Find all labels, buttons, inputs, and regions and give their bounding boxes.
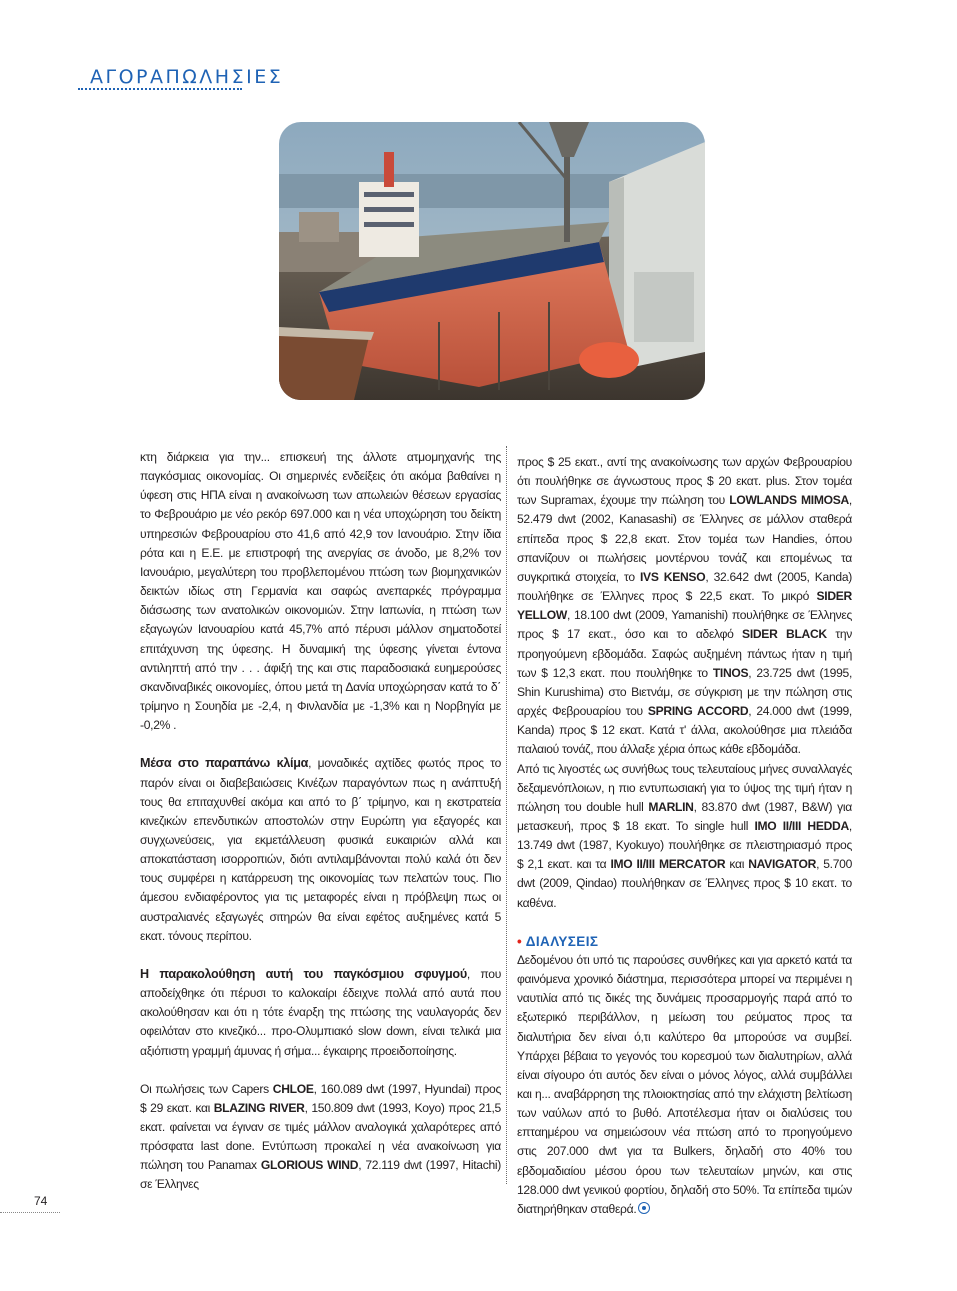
vessel-name: MARLIN [648, 799, 694, 814]
vessel-name: GLORIOUS WIND [260, 1158, 359, 1173]
vessel-name: IVS KENSO [640, 569, 706, 584]
vessel-name: NAVIGATOR [748, 857, 817, 872]
left-column [140, 448, 501, 1195]
ship-in-drydock-photo [279, 122, 705, 400]
page-number: 74 [34, 1194, 48, 1208]
paragraph-text: , 23.725 dwt (1995, Shin Kurushima) στο Βιετνάμ, σε σύγκριση με την πώληση στις αρχές Φεβρουαρίου του [517, 665, 853, 719]
lead-phrase: Μέσα στο παραπάνω κλίμα [140, 756, 309, 771]
left-paragraph-3 [140, 965, 501, 1061]
sub-heading-scrapping [517, 932, 852, 951]
vessel-name: IMO II/III HEDDA [754, 818, 849, 833]
column-divider [506, 446, 507, 1184]
paragraph-text: προς $ 25 εκατ., αντί της ανακοίνωσης των αρχών Φεβρουαρίου ότι πουλήθηκε σε άγνωστους προς $ 20 εκατ. plus. Στον τομέα των Supramax, έχουμε την πώληση του [517, 455, 852, 508]
left-paragraph-4 [140, 1080, 501, 1195]
paragraph-text: , 160.089 dwt (1997, Hyundai) προς $ 29 εκατ. και [140, 1081, 501, 1115]
paragraph-text: , μοναδικές αχτίδες φωτός προς το παρόν είναι οι διαβεβαιώσεις Κινέζων παραγόντων πως η ανάπτυξή τους θα επιταχυνθεί ακόμα και από το β΄ τρίμηνο, και η εκστρατεία κινεζικών επενδυτικών αποστολών στην Ευρώπη για εξαγορές και συγχωνεύσεις, για εκμετάλλευση φυσικά ευκαιριών αλλά και αποκατάσταση ισορροπιών, διότι αντιλαμβάνονται πολύ καλά ότι δεν τους συμφέρει η κατάρρευση της οικονομίας των πελατών τους. Πιο άμεσου ενδιαφέροντος για τις μεταφορές είναι η πρόβλεψη πως οι αυστραλιανές εξαγωγές σιτηρών θα είναι εφέτος αυξημένες κατά 5 εκατ. τόνους περίπου. [140, 756, 501, 943]
vessel-name: SIDER BLACK [742, 627, 827, 642]
sub-heading-text: ΔΙΑΛΥΣΕΙΣ [525, 933, 599, 949]
paragraph-text: , 52.479 dwt (2002, Kanasashi) σε Έλληνες σε μάλλον σταθερά επίπεδα προς $ 22,8 εκατ. Στον τομέα των Handies, όπου σπανίζουν οι πωλήσεις μοντέρνου τονάζ και επομένως τα συγκριτικά στοιχεία, το [517, 493, 852, 584]
paragraph-text: , 24.000 dwt (1999, Kanda) προς $ 12 εκατ. Κατά τ' άλλα, ακολούθησε μια πλειάδα παλαιού τονάζ, που άλλαξε χέρια όπως κάθε εβδομάδα. [517, 704, 852, 757]
paragraph-text: , 13.749 dwt (1987, Kyokuyo) πουλήθηκε σε πλειστηριασμό προς $ 2,1 εκατ. και τα [517, 818, 852, 872]
page-number-rule [0, 1212, 60, 1213]
left-paragraph-2 [140, 754, 501, 946]
right-paragraph-3 [517, 951, 852, 1219]
paragraph-text: , 83.870 dwt (1987, B&W) για μετασκευή, προς $ 18 εκατ. Το single hull [517, 799, 852, 833]
left-paragraph-1: κτη διάρκεια για την... επισκευή της άλλοτε ατμομηχανής της παγκόσμιας οικονομίας. Οι σημερινές ενδείξεις ότι ακόμα βαθαίνει η ύφεση στις ΗΠΑ είναι η ανακοίνωση των απωλειών θέσεων εργασίας το Φεβρουάριο με νέο ρεκόρ 697.000 και η νέα υποχώρηση του δείκτη υπηρεσιών Φεβρουαρίου στο 41,6 από 42,9 τον Ιανουάριο. Στην ίδια ρότα και η Ε.Ε. με επιστροφή της ανεργίας σε άνοδο, με 8,2% τον Ιανουάριο, μεγαλύτερη του προβλεπομένου πτώση των βιομηχανικών δεικτών ιδίως στη Γερμανία και σαφώς ανεπαρκές πρόγραμμα διάσωσης των ανατολικών οικονομιών. Στην Ιαπωνία, η πτώση των εξαγωγών Ιανουαρίου κατά 45,7% από πέρυσι μάλλον σηματοδοτεί επιτάχυνση της ύφεσης. Η δυναμική της ύφεσης γίνεται έντονα αντιληπτή από την . . . άφιξή της και στις παραδοσιακά ευημερούσες σκανδιναβικές οικονομίες, όπου μετά τη Δανία υποχώρησαν κατά το δ΄ τρίμηνο η Σουηδία με -2,4, η Φινλανδία με -1,3% και η Νορβηγία με -0,2% . [140, 450, 501, 733]
vessel-name: SIDER YELLOW [517, 589, 852, 623]
section-title: ΑΓΟΡΑΠΩΛΗΣΙΕΣ [90, 66, 284, 88]
bullet-icon: • [517, 933, 523, 949]
paragraph-text: , 5.700 dwt (2009, Qindao) πουλήθηκαν σε Έλληνες προς $ 10 εκατ. το καθένα. [517, 857, 852, 910]
paragraph-text: , 18.100 dwt (2009, Yamanishi) πουλήθηκε σε Έλληνες προς $ 17 εκατ., όσο και το αδελφό [517, 608, 852, 642]
paragraph-text: και [725, 857, 749, 872]
lead-phrase: Η παρακολούθηση αυτή του παγκόσμιου σφυγμού [140, 966, 467, 981]
paragraph-text: Δεδομένου ότι υπό τις παρούσες συνθήκες και για αρκετό κατά τα φαινόμενα χρονικό διάστημα, περισσότερα μπορεί να περιμένει η ναυτιλία από τις δικές της δυνάμεις προσαρμογής παρά από το εξωτερικό περιβάλλον, η μείωση του ρεύματος προς τα διαλυτήρια δεν είναι ό,τι καλύτερο θα μπορούσε να συμβεί. Υπάρχει βέβαια το γεγονός του κορεσμού των διαλυτηρίων, αλλά είναι σίγουρο ότι αυτός δεν είναι ο μόνος λόγος, αλλά συμβάλλει και η... αναβάρρηση της πλοιοκτησίας από την ελάχιστη βελτίωση των ναύλων από το βυθό. Αποτέλεσμα ήταν οι διαλύσεις του επταημέρου να σημειώσουν νέα πτώση από το προηγούμενο στις 207.000 dwt για τα Bulkers, δηλαδή στο 40% του εβδομαδιαίου μέσου όρου των τελευταίων μηνών, και στις 128.000 dwt γενικού φορτίου, δηλαδή στο 50%. Τα επίπεδα τιμών διατηρήθηκαν σταθερά. [517, 952, 852, 1216]
paragraph-text: Οι πωλήσεις των Capers [140, 1081, 273, 1096]
vessel-name: BLAZING RIVER [213, 1100, 305, 1115]
paragraph-text: Από τις λιγοστές ως συνήθως τους τελευταίους μήνες συναλλαγές δεξαμενόπλοιων, η πιο εντυπωσιακή για το ύψος της τιμή ήταν η πώληση του double hull [517, 761, 852, 814]
paragraph-text: , 72.119 dwt (1997, Hitachi) σε Έλληνες [140, 1158, 501, 1192]
vessel-name: LOWLANDS MIMOSA [729, 493, 849, 508]
vessel-name: CHLOE [272, 1081, 314, 1096]
right-column [517, 453, 852, 1219]
paragraph-text: , που αποδείχθηκε ότι πέρυσι το καλοκαίρι έδειχνε πολλά από αυτά που ακολούθησαν και ότι η τότε έναρξη της πτώσης της ναυλαγοράς δεν οφειλόταν στο κινεζικό... προ-Ολυμπιακό slow down, είναι τελικά μια αξιόπιστη γραμμή άμυνας ή σήμα... έγκαιρης προειδοποίησης. [140, 966, 502, 1058]
vessel-name: IMO II/III MERCATOR [610, 857, 726, 872]
vessel-name: SPRING ACCORD [647, 704, 749, 719]
paragraph-text: , 150.809 dwt (1993, Koyo) προς 21,5 εκατ. φαίνεται να έγιναν σε τιμές μάλλον αναλογικά χαλαρότερες από πρόσφατα last done. Εντύπωση προκαλεί η νέα ανακοίνωση για πώληση του Panamax [140, 1100, 501, 1173]
right-paragraph-2 [517, 760, 852, 913]
title-underline [78, 88, 242, 90]
end-of-article-icon [638, 1202, 650, 1214]
paragraph-text: την προηγούμενη εβδομάδα. Σαφώς αυξημένη πάντως ήταν η τιμή των $ 12,3 εκατ. που πουλήθηκε το [517, 627, 853, 680]
vessel-name: TINOS [712, 665, 749, 680]
paragraph-text: , 32.642 dwt (2005, Kanda) πουλήθηκε σε Έλληνες προς $ 22,5 εκατ. Το μικρό [517, 569, 852, 604]
right-paragraph-1 [517, 453, 852, 760]
